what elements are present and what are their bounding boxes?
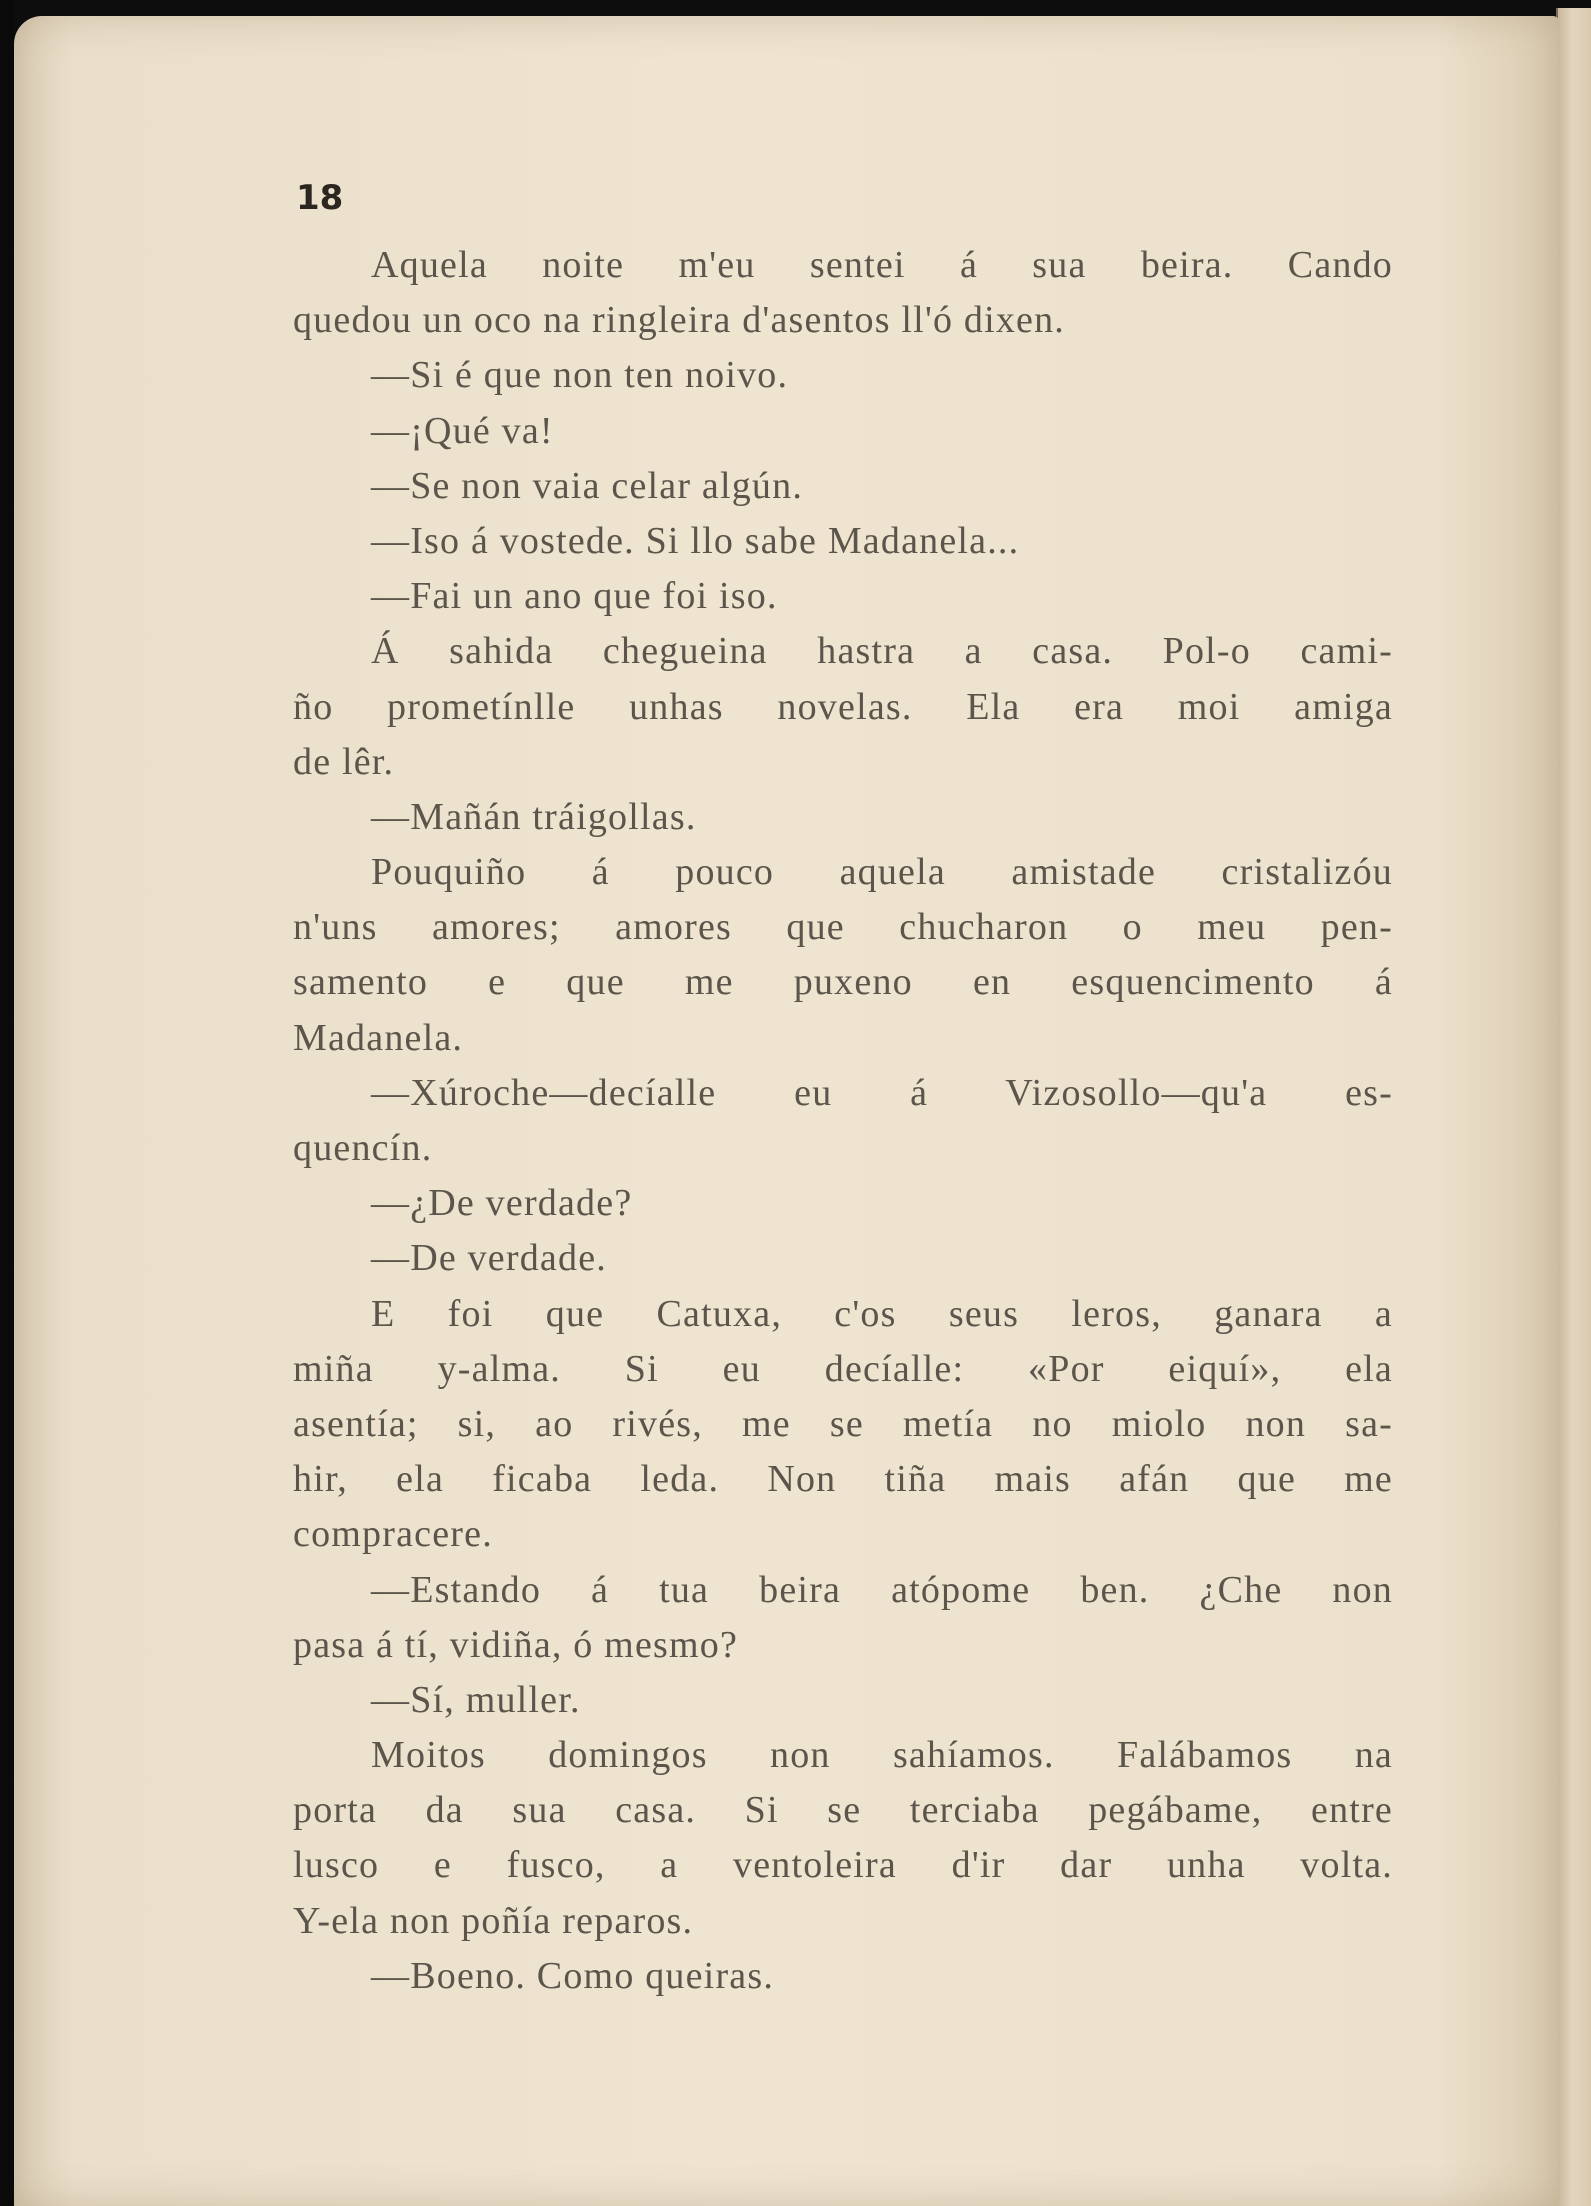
body-text [293,238,1393,2004]
text-line: —Xúroche—decíalle eu á Vizosollo—qu'a es- [371,1071,1393,1114]
next-page-edge [1556,8,1591,2206]
text-line: Moitos domingos non sahíamos. Falábamos na [371,1734,1393,1777]
text-line: Á sahida chegueina hastra a casa. Pol-o cami- [371,630,1393,673]
text-line: asentía; si, ao rivés, me se metía no miolo non sa- [293,1402,1393,1445]
text-line: hir, ela ficaba leda. Non tiña mais afán que me [293,1458,1393,1501]
text-line: n'uns amores; amores que chucharon o meu pen- [293,906,1393,949]
text-line: lusco e fusco, a ventoleira d'ir dar unha volta. [293,1844,1393,1887]
spine-shadow [0,0,14,2206]
text-line: —¿De verdade? [371,1182,633,1225]
text-line: —Fai un ano que foi iso. [371,575,778,618]
text-line: —De verdade. [371,1237,607,1280]
text-line: —Si é que non ten noivo. [371,354,789,397]
text-line: porta da sua casa. Si se terciaba pegábame, entre [293,1789,1393,1832]
text-line: pasa á tí, vidiña, ó mesmo? [293,1623,739,1666]
text-line: —¡Qué va! [371,409,554,452]
text-line: samento e que me puxeno en esquencimento á [293,961,1393,1004]
text-line: Pouquiño á pouco aquela amistade cristalizóu [371,851,1393,894]
text-line: Y-ela non poñía reparos. [293,1899,694,1942]
text-line: —Estando á tua beira atópome ben. ¿Che non [371,1568,1393,1611]
text-line: quedou un oco na ringleira d'asentos ll'ó dixen. [293,299,1066,342]
text-line: —Mañán tráigollas. [371,795,697,838]
text-line: —Se non vaia celar algún. [371,464,804,507]
text-line: —Iso á vostede. Si llo sabe Madanela... [371,519,1020,562]
text-line: compracere. [293,1513,493,1556]
text-line: E foi que Catuxa, c'os seus leros, ganara a [371,1292,1393,1335]
page-number: 18 [296,178,344,218]
text-line: Madanela. [293,1016,464,1059]
text-line: Aquela noite m'eu sentei á sua beira. Cando [371,244,1393,286]
text-line: ño prometínlle unhas novelas. Ela era moi amiga [293,685,1393,728]
text-line: miña y-alma. Si eu decíalle: «Por eiquí», ela [293,1347,1393,1390]
text-line: quencín. [293,1127,433,1169]
text-line: —Boeno. Como queiras. [371,1954,775,1997]
text-line: de lêr. [293,740,395,783]
text-line: —Sí, muller. [371,1678,581,1721]
